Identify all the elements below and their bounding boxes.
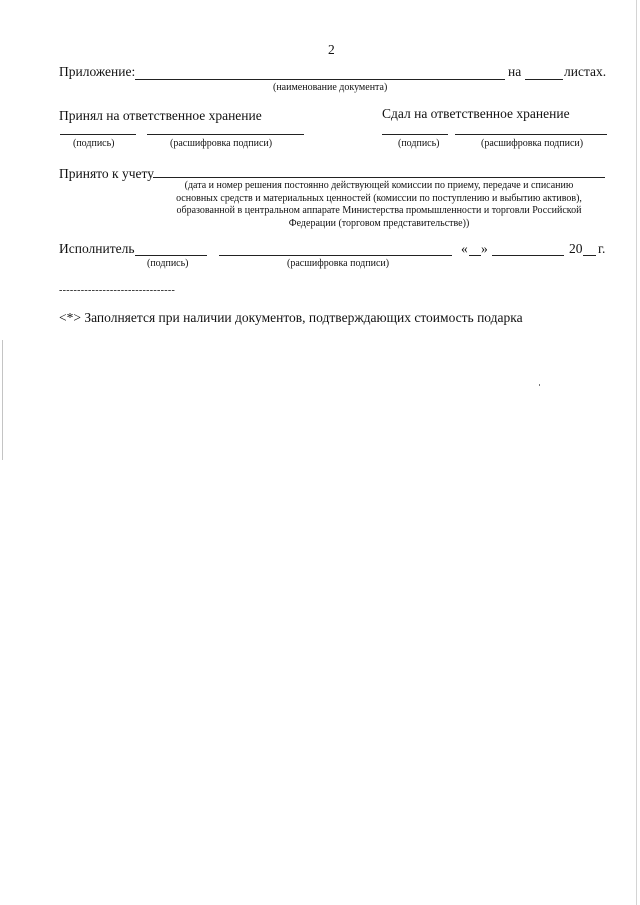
right-edge-mark (636, 0, 637, 905)
attachment-on-label: на (508, 64, 522, 79)
attachment-sheets-label: листах. (564, 64, 607, 79)
attachment-doc-line[interactable] (135, 79, 505, 80)
registered-caption-line-1: (дата и номер решения постоянно действующей комиссии по приему, передаче и списанию (184, 180, 574, 191)
registered-label: Принято к учету (59, 166, 154, 181)
date-month-line[interactable] (492, 255, 564, 256)
date-year-line[interactable] (583, 255, 596, 256)
accepted-decode-caption: (расшифровка подписи) (170, 138, 273, 149)
handed-decode-caption: (расшифровка подписи) (481, 138, 584, 149)
accepted-signature-caption: (подпись) (73, 138, 115, 149)
accepted-decode-line[interactable] (147, 134, 304, 135)
executor-signature-line[interactable] (135, 255, 207, 256)
executor-signature-caption: (подпись) (147, 258, 189, 269)
registered-caption (153, 180, 605, 230)
handed-signature-line[interactable] (382, 134, 448, 135)
date-day-line[interactable] (469, 255, 481, 256)
footnote-text: <*> Заполняется при наличии документов, подтверждающих стоимость подарка (59, 310, 523, 325)
registered-caption-line-2: основных средств и материальных ценностей (комиссии по поступлению и выбытию активов), (176, 192, 582, 204)
registered-caption-line-3: образованной в центральном аппарате Министерства промышленности и торговли Российской (176, 205, 582, 216)
date-year-suffix: г. (598, 241, 606, 256)
date-year-prefix: 20 (569, 241, 583, 256)
executor-label: Исполнитель (59, 241, 135, 256)
footnote-separator: -------------------------------- (59, 285, 176, 296)
date-quote-close: » (481, 241, 488, 256)
accepted-heading: Принял на ответственное хранение (59, 108, 262, 123)
accepted-signature-line[interactable] (60, 134, 136, 135)
attachment-caption: (наименование документа) (273, 82, 388, 93)
date-quote-open: « (461, 241, 468, 256)
executor-decode-caption: (расшифровка подписи) (287, 258, 390, 269)
handed-heading: Сдал на ответственное хранение (382, 106, 570, 121)
registered-caption-line-4: Федерации (торговом представительстве)) (288, 217, 470, 229)
page-number: 2 (328, 42, 335, 57)
executor-decode-line[interactable] (219, 255, 452, 256)
handed-decode-line[interactable] (455, 134, 607, 135)
stray-mark (539, 384, 540, 386)
attachment-label: Приложение: (59, 64, 136, 79)
registered-line[interactable] (153, 177, 605, 178)
left-edge-mark (2, 340, 3, 460)
attachment-sheets-line[interactable] (525, 79, 563, 80)
handed-signature-caption: (подпись) (398, 138, 440, 149)
